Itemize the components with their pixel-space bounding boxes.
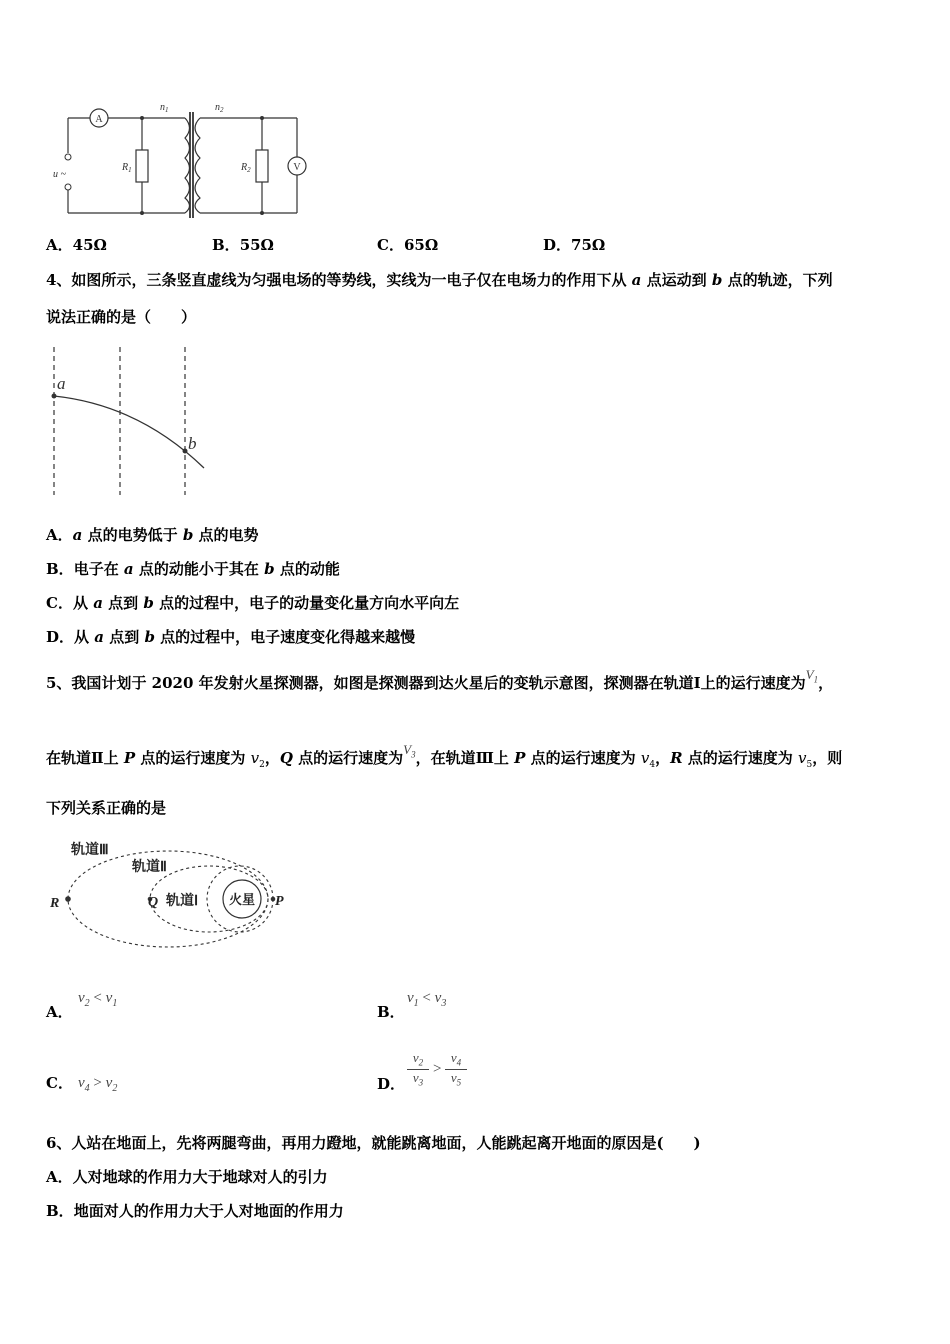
q5-option-a[interactable]: A． $v_2 < v_1$ bbox=[46, 990, 118, 1021]
q4-option-a[interactable]: A．a 点的电势低于 b 点的电势 bbox=[46, 526, 259, 544]
q4-option-d[interactable]: D．从 a 点到 b 点的过程中，电子速度变化得越来越慢 bbox=[46, 628, 416, 646]
q5-stem-line3: 下列关系正确的是 bbox=[46, 799, 167, 817]
q3-option-b[interactable]: B．55Ω bbox=[212, 236, 274, 254]
q4-option-b[interactable]: B．电子在 a 点的动能小于其在 b 点的动能 bbox=[46, 560, 340, 578]
transformer-circuit-figure bbox=[50, 98, 310, 223]
point-r-label: R bbox=[50, 896, 60, 911]
n1-label: n bbox=[160, 102, 165, 113]
voltmeter-label: V bbox=[293, 162, 301, 173]
orbit2-label: 轨道Ⅱ bbox=[132, 860, 167, 875]
orbit3-label: 轨道Ⅲ bbox=[71, 843, 109, 858]
q5-option-d[interactable]: D． $\frac{v_2}{v_3}$ > $\frac{v_4}{v_5}$ bbox=[377, 1050, 577, 1100]
n2-sub: 2 bbox=[220, 106, 224, 114]
q5-option-b[interactable]: B． $v_1 < v_3$ bbox=[377, 990, 447, 1021]
q4-stem-line1: 4、如图所示，三条竖直虚线为匀强电场的等势线，实线为一电子仅在电场力的作用下从 a 点运动到 b 点的轨迹，下列 bbox=[46, 271, 833, 289]
svg-text:n1 bbox=[160, 102, 169, 114]
r1-sub: 1 bbox=[128, 166, 132, 174]
q4-stem-line2: 说法正确的是（ ） bbox=[46, 308, 197, 326]
svg-text:R2 bbox=[240, 162, 251, 174]
u-label: u ~ bbox=[53, 169, 66, 180]
point-b-label: b bbox=[188, 434, 197, 453]
svg-text:n2 bbox=[215, 102, 224, 114]
n2-label: n bbox=[215, 102, 220, 113]
q5-option-c[interactable]: C． $v_4 > v_2$ bbox=[46, 1074, 118, 1094]
q3-option-a[interactable]: A．45Ω bbox=[46, 236, 107, 254]
n1-sub: 1 bbox=[165, 106, 169, 114]
equipotential-figure bbox=[44, 345, 214, 500]
orbit1-label: 轨道Ⅰ bbox=[166, 894, 199, 909]
q5-stem-line1: 5、我国计划于 2020 年发射火星探测器，如图是探测器到达火星后的变轨示意图，探测器在轨道Ⅰ上的运行速度为$V_1$， bbox=[46, 667, 834, 692]
r2-sub: 2 bbox=[247, 166, 251, 174]
q3-option-d[interactable]: D．75Ω bbox=[543, 236, 606, 254]
q4-option-c[interactable]: C．从 a 点到 b 点的过程中，电子的动量变化量方向水平向左 bbox=[46, 594, 460, 612]
point-q-label: Q bbox=[148, 895, 159, 910]
q6-option-b[interactable]: B．地面对人的作用力大于人对地面的作用力 bbox=[46, 1202, 344, 1220]
q5-stem-line2: 在轨道Ⅱ上 P 点的运行速度为 $v_2$，Q 点的运行速度为$V_3$，在轨道Ⅲ上 P 点的运行速度为 $v_4$，R 点的运行速度为 $v_5$，则 bbox=[46, 742, 843, 770]
ammeter-label: A bbox=[95, 114, 103, 125]
q3-option-c[interactable]: C．65Ω bbox=[377, 236, 439, 254]
q6-stem: 6、人站在地面上，先将两腿弯曲，再用力蹬地，就能跳离地面，人能跳起离开地面的原因是( ) bbox=[46, 1134, 701, 1152]
point-a-label: a bbox=[57, 374, 66, 393]
orbit-figure bbox=[44, 835, 294, 955]
point-p-label: P bbox=[275, 894, 284, 909]
r2-label: R bbox=[241, 162, 248, 173]
r1-label: R bbox=[122, 162, 129, 173]
q6-option-a[interactable]: A．人对地球的作用力大于地球对人的引力 bbox=[46, 1168, 328, 1186]
mars-label: 火星 bbox=[228, 892, 256, 907]
svg-text:R1 bbox=[121, 162, 132, 174]
